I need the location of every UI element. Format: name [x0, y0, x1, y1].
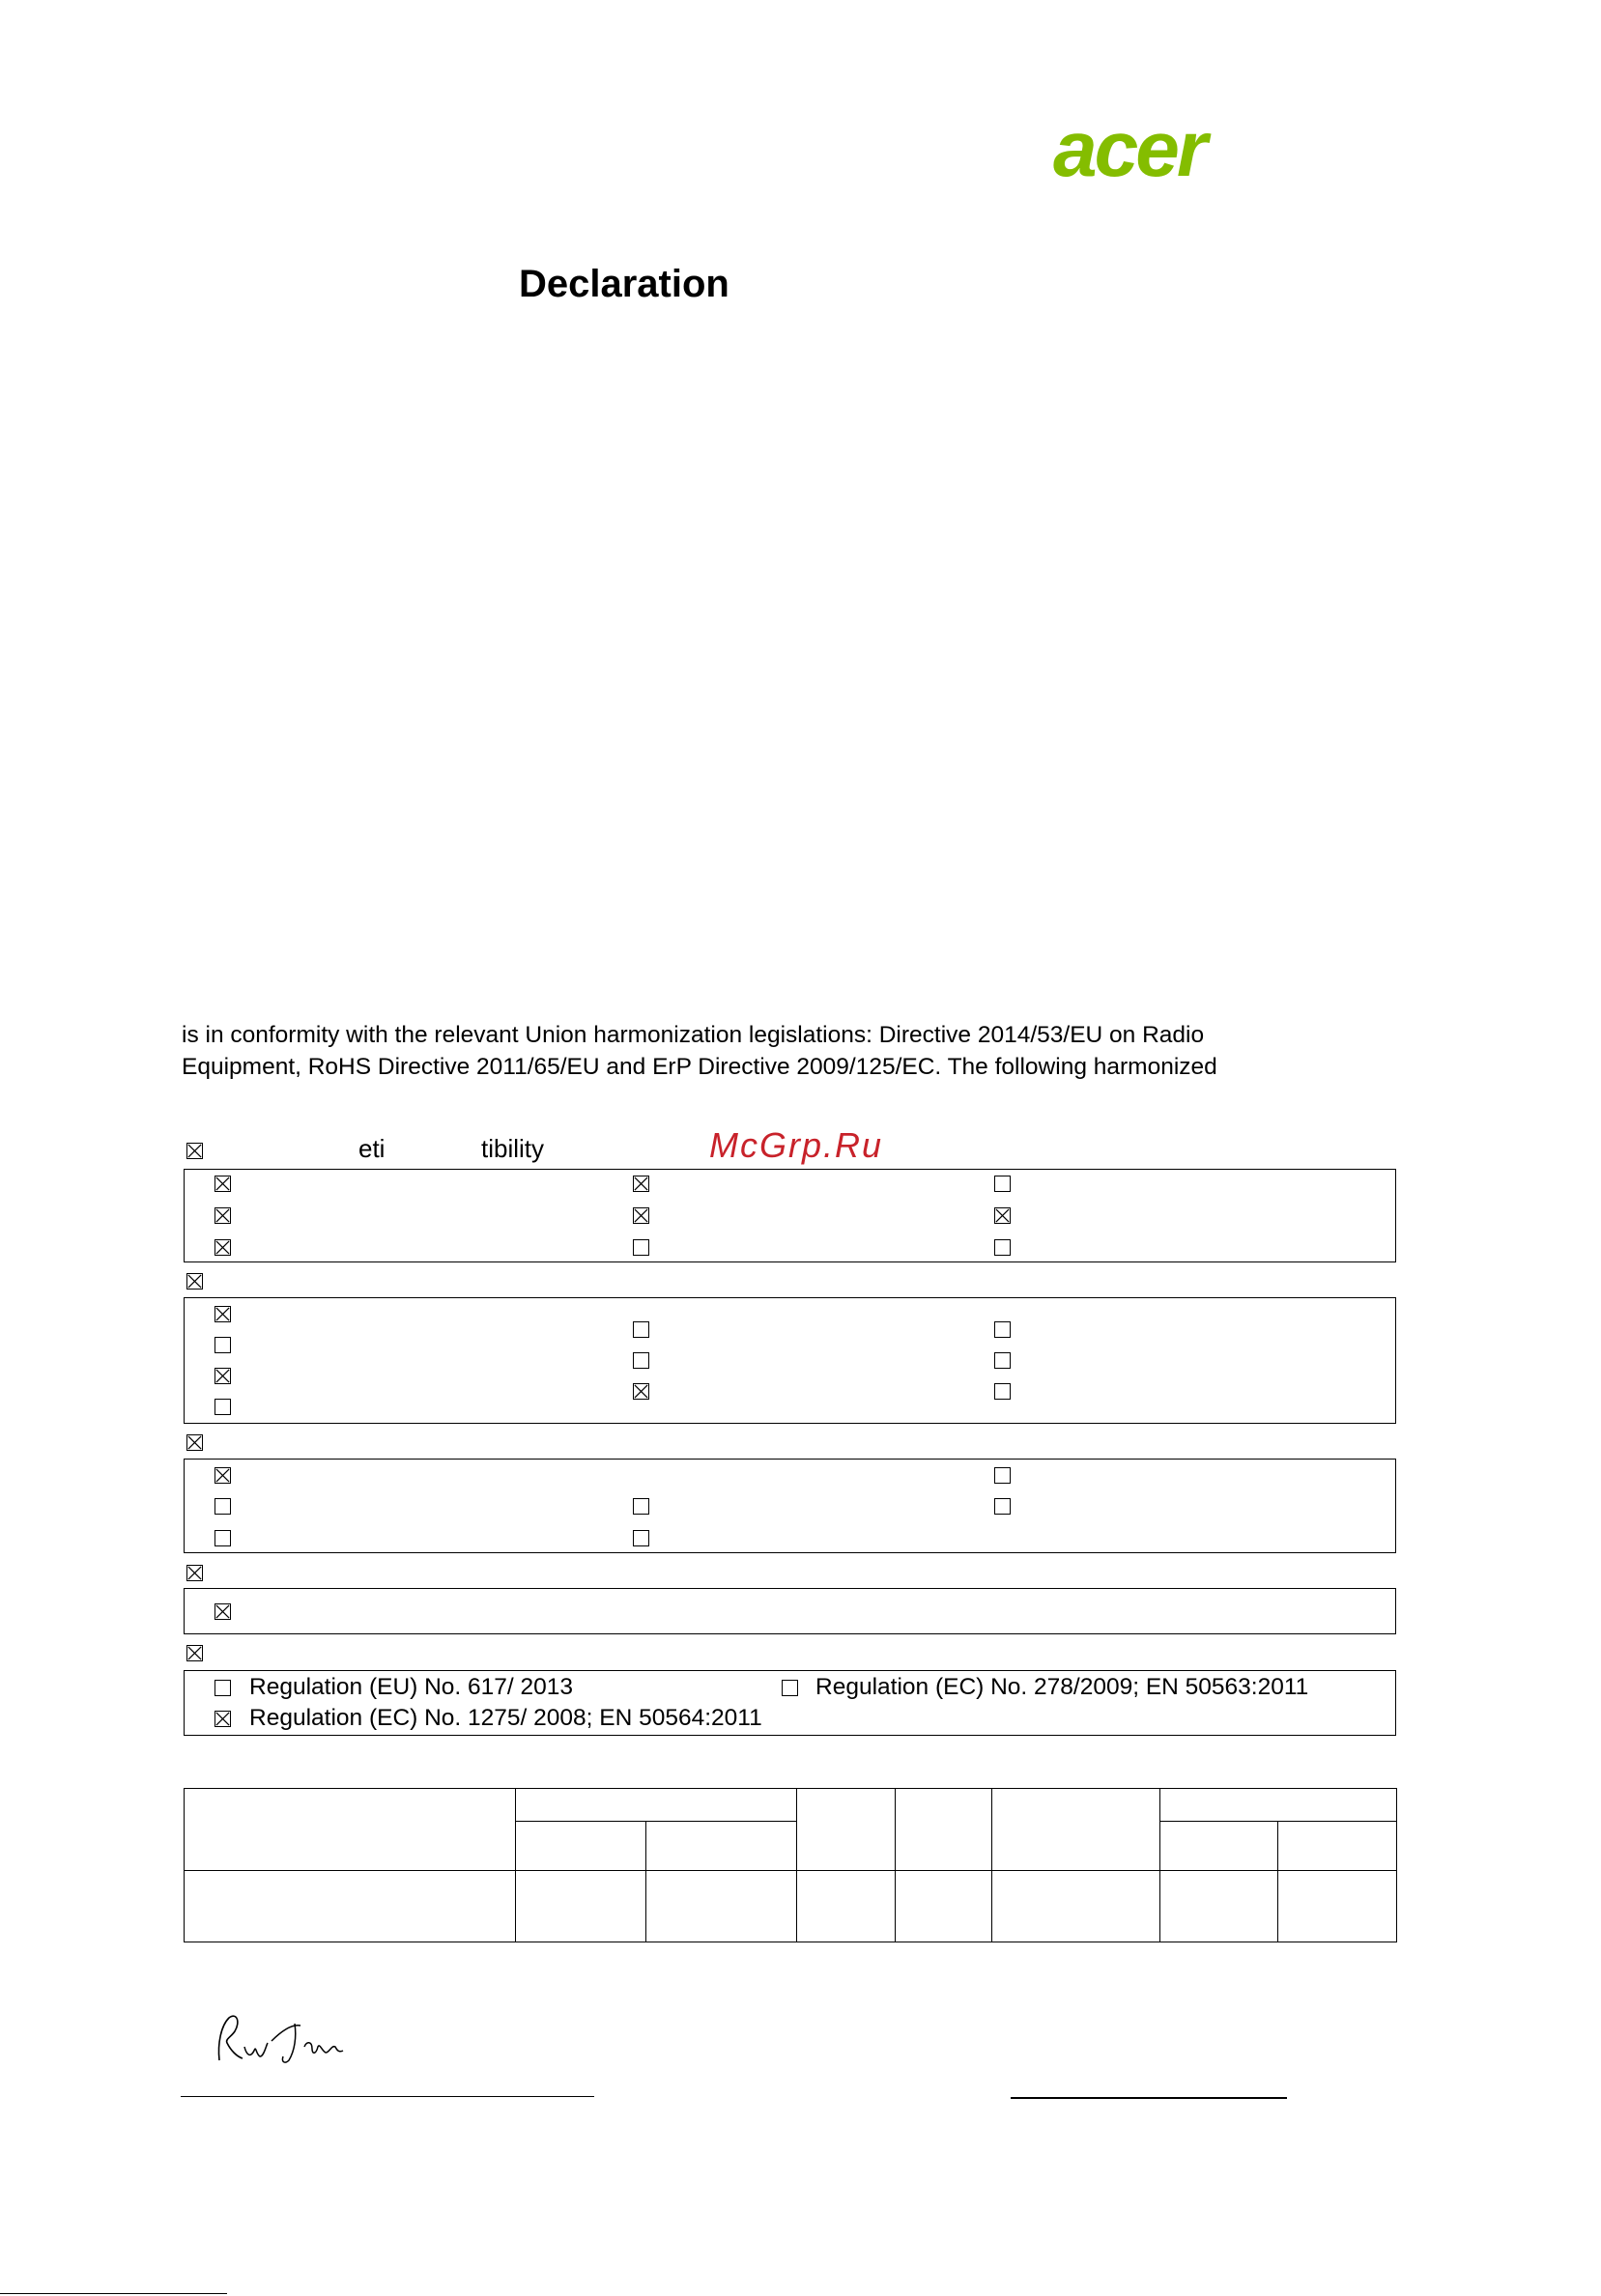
s3-checkbox-r3c2[interactable]: [633, 1530, 649, 1546]
table-cell: [992, 1789, 1160, 1871]
table-cell: [992, 1870, 1160, 1942]
table-cell: [185, 1789, 516, 1871]
s2-checkbox-r4c1[interactable]: [214, 1399, 231, 1415]
section-emc-checkbox[interactable]: [186, 1143, 203, 1159]
table-cell: [516, 1822, 646, 1870]
s2-checkbox-r3c3[interactable]: [994, 1383, 1011, 1400]
s2-checkbox-r1c1[interactable]: [214, 1306, 231, 1322]
emc-standards-box: [184, 1169, 1396, 1262]
table-cell: [796, 1870, 895, 1942]
table-cell: [516, 1789, 796, 1822]
table-cell: [516, 1870, 646, 1942]
s2-checkbox-r2c2[interactable]: [633, 1352, 649, 1369]
table-cell: [1159, 1822, 1277, 1870]
erp-278-checkbox[interactable]: [782, 1680, 798, 1696]
table-cell: [1159, 1870, 1277, 1942]
conformity-line-2: Equipment, RoHS Directive 2011/65/EU and ErP Directive 2009/125/EC. The following harmonized: [182, 1054, 1217, 1080]
table-cell: [185, 1870, 516, 1942]
emc-checkbox-r3c2[interactable]: [633, 1239, 649, 1256]
table-cell: [1278, 1822, 1397, 1870]
section-2-box: [184, 1297, 1396, 1424]
section-3-checkbox[interactable]: [186, 1434, 203, 1451]
handwritten-signature: [208, 2004, 382, 2072]
svg-text:acer: acer: [1053, 116, 1205, 188]
s2-checkbox-r3c1[interactable]: [214, 1368, 231, 1384]
emc-checkbox-r3c3[interactable]: [994, 1239, 1011, 1256]
emc-checkbox-r2c2[interactable]: [633, 1207, 649, 1224]
erp-1275-label: Regulation (EC) No. 1275/ 2008; EN 50564:2011: [249, 1705, 762, 1731]
s3-checkbox-r1c1[interactable]: [214, 1467, 231, 1484]
table-cell: [645, 1822, 796, 1870]
table-cell: [645, 1870, 796, 1942]
table-cell: [895, 1870, 991, 1942]
erp-617-label: Regulation (EU) No. 617/ 2013: [249, 1674, 574, 1700]
erp-617-checkbox[interactable]: [214, 1680, 231, 1696]
page-title: Declaration: [519, 263, 729, 305]
section-3-box: [184, 1459, 1396, 1553]
date-line: [1011, 2097, 1287, 2099]
table-cell: [1278, 1870, 1397, 1942]
s2-checkbox-r1c3[interactable]: [994, 1321, 1011, 1338]
s2-checkbox-r2c3[interactable]: [994, 1352, 1011, 1369]
watermark: McGrp.Ru: [709, 1125, 884, 1165]
signature-line: [181, 2096, 594, 2097]
footer-line: [0, 2293, 227, 2294]
emc-heading-fragment-1: eti: [358, 1134, 386, 1163]
emc-checkbox-r1c2[interactable]: [633, 1176, 649, 1192]
section-4-checkbox[interactable]: [186, 1565, 203, 1581]
emc-heading-fragment-2: tibility: [481, 1134, 545, 1163]
s3-checkbox-r1c3[interactable]: [994, 1467, 1011, 1484]
emc-checkbox-r3c1[interactable]: [214, 1239, 231, 1256]
s2-checkbox-r3c2[interactable]: [633, 1383, 649, 1400]
emc-checkbox-r1c1[interactable]: [214, 1176, 231, 1192]
table-cell: [895, 1789, 991, 1871]
emc-checkbox-r2c3[interactable]: [994, 1207, 1011, 1224]
section-4-box: [184, 1588, 1396, 1634]
s2-checkbox-r2c1[interactable]: [214, 1337, 231, 1353]
erp-278-label: Regulation (EC) No. 278/2009; EN 50563:2011: [815, 1674, 1309, 1700]
emc-checkbox-r2c1[interactable]: [214, 1207, 231, 1224]
s3-checkbox-r2c1[interactable]: [214, 1498, 231, 1515]
s3-checkbox-r2c3[interactable]: [994, 1498, 1011, 1515]
s2-checkbox-r1c2[interactable]: [633, 1321, 649, 1338]
s3-checkbox-r3c1[interactable]: [214, 1530, 231, 1546]
section-erp-checkbox[interactable]: [186, 1645, 203, 1661]
section-2-checkbox[interactable]: [186, 1273, 203, 1290]
table-cell: [1159, 1789, 1396, 1822]
s3-checkbox-r2c2[interactable]: [633, 1498, 649, 1515]
table-cell: [796, 1789, 895, 1871]
summary-table: [184, 1788, 1397, 1942]
s4-checkbox-r1c1[interactable]: [214, 1603, 231, 1620]
emc-checkbox-r1c3[interactable]: [994, 1176, 1011, 1192]
erp-1275-checkbox[interactable]: [214, 1711, 231, 1727]
acer-logo: [1053, 116, 1271, 188]
conformity-line-1: is in conformity with the relevant Union harmonization legislations: Directive 2014/53/EU on Radio: [182, 1022, 1205, 1048]
